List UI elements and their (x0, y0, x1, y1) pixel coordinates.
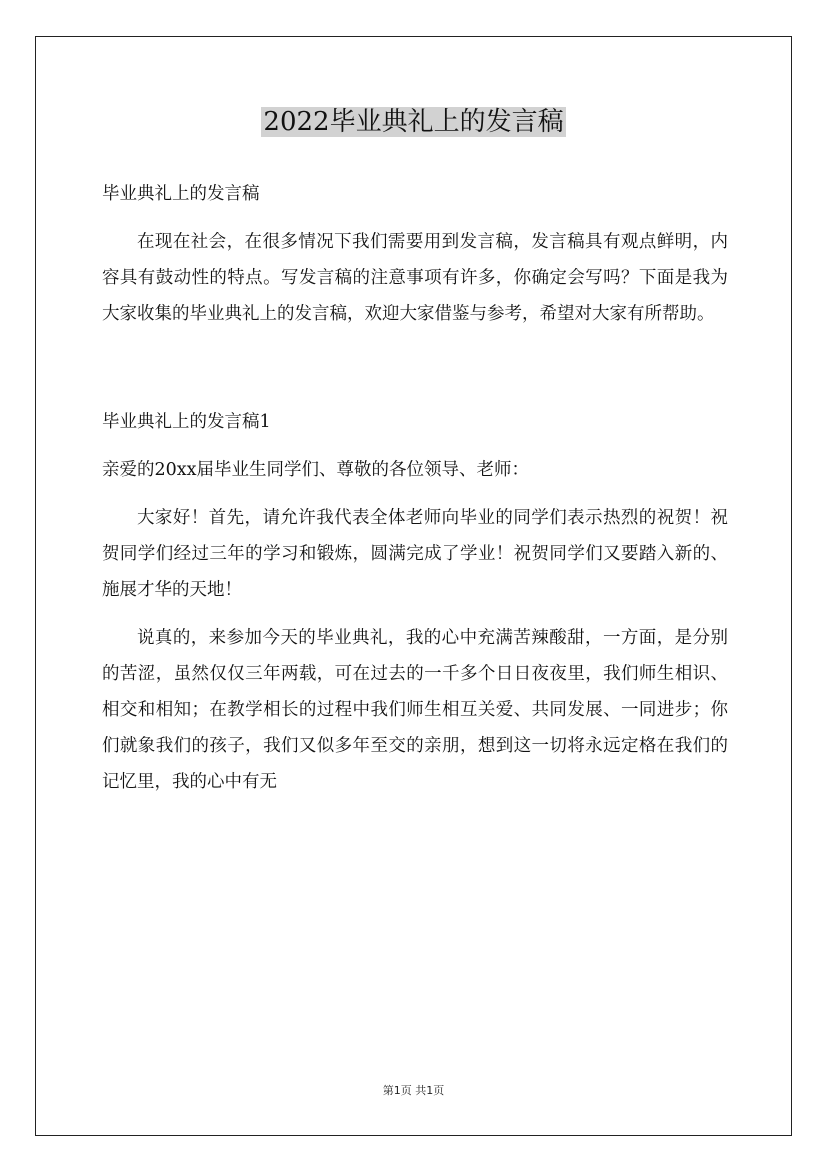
spacer (102, 332, 728, 404)
body-paragraph: 说真的，来参加今天的毕业典礼，我的心中充满苦辣酸甜，一方面，是分别的苦涩，虽然仅仅三年两载，可在过去的一千多个日日夜夜里，我们师生相识、相交和相知；在教学相长的过程中我们师生相互关爱、共同发展、一同进步；你们就象我们的孩子，我们又似多年至交的亲朋，想到这一切将永远定格在我们的记忆里，我的心中有无 (102, 628, 728, 792)
salutation: 亲爱的20xx届毕业生同学们、尊敬的各位领导、老师： (102, 460, 530, 480)
page-footer: 第1页 共1页 (382, 1084, 445, 1097)
document-body (102, 176, 728, 800)
intro-paragraph: 在现在社会，在很多情况下我们需要用到发言稿，发言稿具有观点鲜明，内容具有鼓动性的特点。写发言稿的注意事项有许多，你确定会写吗？下面是我为大家收集的毕业典礼上的发言稿，欢迎大家借鉴与参考，希望对大家有所帮助。 (102, 232, 728, 324)
document-title-text: 2022毕业典礼上的发言稿 (263, 107, 564, 137)
section-heading: 毕业典礼上的发言稿1 (102, 412, 271, 432)
subtitle: 毕业典礼上的发言稿 (102, 184, 260, 204)
body-paragraph: 大家好！首先，请允许我代表全体老师向毕业的同学们表示热烈的祝贺！祝贺同学们经过三年的学习和锻炼，圆满完成了学业！祝贺同学们又要踏入新的、施展才华的天地！ (102, 508, 728, 600)
document-title (0, 100, 827, 144)
